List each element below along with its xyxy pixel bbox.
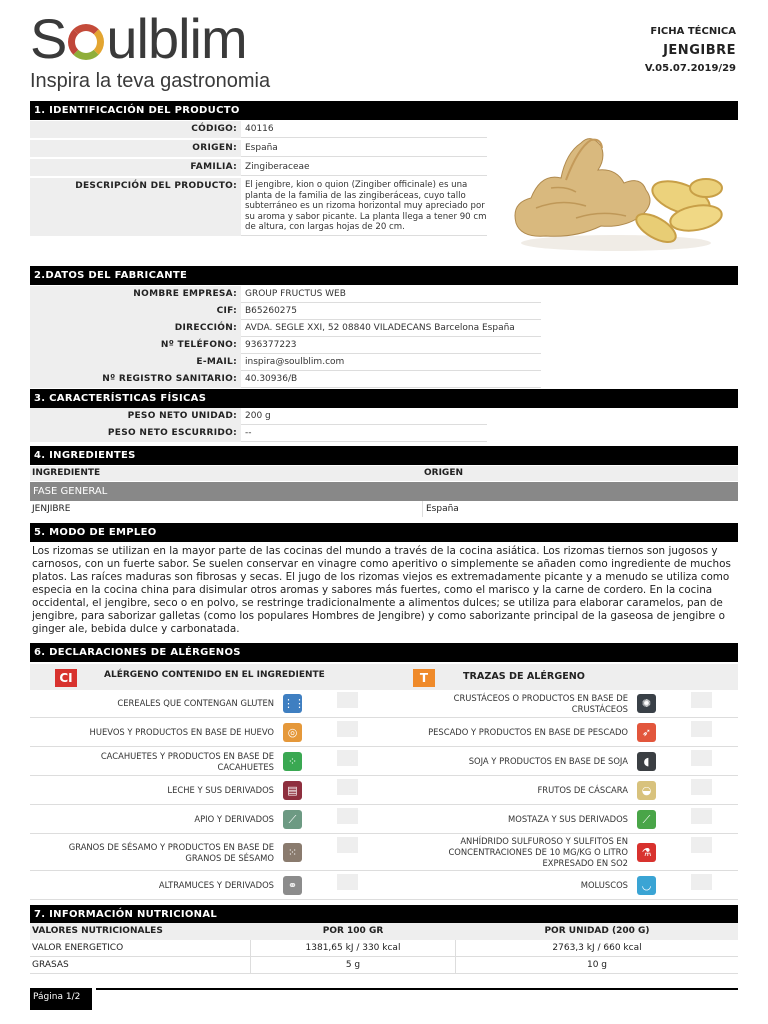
soy-icon: ◖ bbox=[637, 752, 656, 771]
document-type: FICHA TÉCNICA bbox=[650, 26, 736, 37]
allergen-label: PESCADO Y PRODUCTOS EN BASE DE PESCADO bbox=[428, 727, 628, 737]
field-label: DESCRIPCIÓN DEL PRODUCTO: bbox=[30, 178, 241, 236]
allergen-checkbox[interactable] bbox=[691, 874, 712, 890]
allergen-label: CRUSTÁCEOS O PRODUCTOS EN BASE DE CRUSTÁCEOS bbox=[453, 692, 628, 714]
table-row bbox=[30, 371, 541, 388]
field-value: inspira@soulblim.com bbox=[241, 354, 541, 371]
table-row bbox=[30, 159, 487, 176]
field-value: El jengibre, kion o quion (Zingiber officinale) es una planta de la familia de las zingiberáceas, cuyo tallo subterráneo es un rizoma horizontal muy apreciado por su aroma y sabor picante. La planta llega a tener 90 cm de altura, con largas hojas de 20 cm. bbox=[241, 178, 487, 236]
allergen-row bbox=[384, 690, 738, 718]
allergen-label: GRANOS DE SÉSAMO Y PRODUCTOS EN BASE DE GRANOS DE SÉSAMO bbox=[68, 841, 274, 863]
field-value: GROUP FRUCTUS WEB bbox=[241, 286, 541, 303]
column-header: ORIGEN bbox=[424, 468, 463, 478]
lupin-icon: ⚭ bbox=[283, 876, 302, 895]
allergen-row bbox=[384, 872, 738, 900]
document-version: V.05.07.2019/29 bbox=[644, 63, 736, 74]
table-row bbox=[30, 354, 541, 371]
milk-icon: ▤ bbox=[283, 781, 302, 800]
allergen-contained-header bbox=[30, 664, 384, 690]
section-title: 3. CARACTERÍSTICAS FÍSICAS bbox=[30, 389, 738, 408]
nutrient-per-unit: 2763,3 kJ / 660 kcal bbox=[552, 943, 642, 953]
allergen-label: MOLUSCOS bbox=[580, 880, 628, 890]
field-value: 40.30936/B bbox=[241, 371, 541, 388]
usage-text: Los rizomas se utilizan en la mayor parte de las cocinas del mundo a través de la cocina asiática. Los rizomas tiernos son jugosos y carnosos, con un fuerte sabor. Se suelen conservar en vinagre como aperitivo o simplemente se añaden como ingrediente de muchos platos. Las raíces maduras son fibrosas y secas. El jugo de los rizomas viejos es extremadamente picante y a menudo se utiliza como especia en la cocina china para disimular otros aromas y sabores más fuertes, como el marisco y la carne de cordero. En la cocina occidental, el jengibre, seco o en polvo, se restringe tradicionalmente a alimentos dulces; se utiliza para elaborar caramelos, pan de jengibre, para saborizar galletas (como los populares Hombres de Jengibre) y como saborizante principal de la gaseosa de jengibre o ginger ale, bebida dulce y carbonatada. bbox=[32, 545, 731, 635]
product-name: JENGIBRE bbox=[663, 43, 736, 58]
celery-icon: ⟋ bbox=[283, 810, 302, 829]
section-title: 4. INGREDIENTES bbox=[30, 446, 738, 465]
shell-icon: ◡ bbox=[637, 876, 656, 895]
identification-table bbox=[30, 121, 487, 236]
field-label: CIF: bbox=[30, 303, 241, 320]
table-row bbox=[30, 320, 541, 337]
table-row bbox=[30, 303, 541, 320]
allergen-traces-header bbox=[384, 664, 738, 690]
allergen-checkbox[interactable] bbox=[691, 721, 712, 737]
document-header bbox=[645, 26, 736, 74]
ingredient-origin: España bbox=[422, 501, 459, 517]
table-row bbox=[30, 425, 487, 442]
ingredients-header bbox=[30, 466, 738, 481]
nutrition-header bbox=[30, 923, 738, 940]
sulphite-icon: ⚗ bbox=[637, 843, 656, 862]
allergen-label: FRUTOS DE CÁSCARA bbox=[537, 785, 628, 795]
allergen-checkbox[interactable] bbox=[337, 808, 358, 824]
manufacturer-table bbox=[30, 286, 541, 388]
ginger-image bbox=[506, 128, 726, 253]
wheat-icon: ⋮⋮ bbox=[283, 694, 302, 713]
section-title: 2.DATOS DEL FABRICANTE bbox=[30, 266, 738, 285]
field-label: PESO NETO UNIDAD: bbox=[30, 408, 241, 425]
allergen-checkbox[interactable] bbox=[691, 692, 712, 708]
allergen-label: ALTRAMUCES Y DERIVADOS bbox=[158, 880, 274, 890]
field-value: España bbox=[241, 140, 487, 157]
allergen-row bbox=[30, 719, 384, 747]
brand-name: S ulblim bbox=[30, 7, 247, 70]
sesame-icon: ⁙ bbox=[283, 843, 302, 862]
field-value: B65260275 bbox=[241, 303, 541, 320]
table-row bbox=[30, 178, 487, 236]
section-title: 7. INFORMACIÓN NUTRICIONAL bbox=[30, 905, 738, 924]
allergen-checkbox[interactable] bbox=[691, 837, 712, 853]
allergen-checkbox[interactable] bbox=[691, 750, 712, 766]
allergen-label: CACAHUETES Y PRODUCTOS EN BASE DE CACAHUETES bbox=[100, 750, 274, 772]
allergen-label: ANHÍDRIDO SULFUROSO Y SULFITOS EN CONCENTRACIONES DE 10 MG/KG O LITRO EXPRESADO EN SO2 bbox=[448, 836, 628, 868]
column-header: VALORES NUTRICIONALES bbox=[32, 926, 163, 936]
section-title: 6. DECLARACIONES DE ALÉRGENOS bbox=[30, 643, 738, 662]
nutrient-per-unit: 10 g bbox=[586, 960, 608, 970]
soulblim-logo bbox=[30, 8, 292, 93]
table-row bbox=[30, 501, 738, 517]
field-label: E-MAIL: bbox=[30, 354, 241, 371]
table-row bbox=[30, 337, 541, 354]
crab-icon: ✺ bbox=[637, 694, 656, 713]
brand-tagline: Inspira la teva gastronomia bbox=[30, 70, 271, 92]
contained-badge: CI bbox=[55, 669, 77, 687]
egg-icon: ◎ bbox=[283, 723, 302, 742]
allergen-checkbox[interactable] bbox=[691, 808, 712, 824]
allergen-label: CEREALES QUE CONTENGAN GLUTEN bbox=[117, 698, 274, 708]
table-row bbox=[30, 408, 487, 425]
field-value: AVDA. SEGLE XXI, 52 08840 VILADECANS Barcelona España bbox=[241, 320, 541, 337]
allergen-checkbox[interactable] bbox=[337, 721, 358, 737]
brand-o-ring-icon bbox=[68, 24, 104, 60]
allergen-label: MOSTAZA Y SUS DERIVADOS bbox=[508, 814, 628, 824]
allergen-label: SOJA Y PRODUCTOS EN BASE DE SOJA bbox=[468, 756, 628, 766]
nutrient-per-100g: 5 g bbox=[250, 957, 456, 973]
field-label: Nº REGISTRO SANITARIO: bbox=[30, 371, 241, 388]
physical-table bbox=[30, 408, 487, 442]
allergen-row bbox=[30, 872, 384, 900]
column-header: INGREDIENTE bbox=[32, 468, 101, 478]
allergen-row bbox=[384, 748, 738, 776]
field-value: 40116 bbox=[241, 121, 487, 138]
allergen-label: APIO Y DERIVADOS bbox=[194, 814, 274, 824]
page-label: Página bbox=[33, 992, 63, 1002]
field-label: Nº TELÉFONO: bbox=[30, 337, 241, 354]
allergen-row bbox=[30, 777, 384, 805]
field-label: ORIGEN: bbox=[30, 140, 241, 157]
field-value: Zingiberaceae bbox=[241, 159, 487, 176]
contained-heading: ALÉRGENO CONTENIDO EN EL INGREDIENTE bbox=[104, 670, 325, 680]
column-header: POR UNIDAD (200 G) bbox=[544, 926, 650, 936]
allergen-checkbox[interactable] bbox=[337, 692, 358, 708]
allergen-row bbox=[30, 690, 384, 718]
column-header: POR 100 GR bbox=[322, 926, 384, 936]
nutrient-name: GRASAS bbox=[32, 960, 69, 970]
section-title: 1. IDENTIFICACIÓN DEL PRODUCTO bbox=[30, 101, 738, 120]
allergen-label: HUEVOS Y PRODUCTOS EN BASE DE HUEVO bbox=[89, 727, 274, 737]
table-row bbox=[30, 121, 487, 138]
allergen-checkbox[interactable] bbox=[337, 779, 358, 795]
allergen-row bbox=[384, 835, 738, 871]
field-value: 200 g bbox=[241, 408, 487, 425]
allergen-checkbox[interactable] bbox=[337, 837, 358, 853]
traces-heading: TRAZAS DE ALÉRGENO bbox=[463, 671, 585, 682]
allergen-checkbox[interactable] bbox=[337, 750, 358, 766]
nutrient-per-100g: 1381,65 kJ / 330 kcal bbox=[250, 940, 456, 956]
traces-badge: T bbox=[413, 669, 435, 687]
allergen-row bbox=[384, 719, 738, 747]
fish-icon: ➶ bbox=[637, 723, 656, 742]
nutrient-name: VALOR ENERGETICO bbox=[32, 943, 124, 953]
field-label: CÓDIGO: bbox=[30, 121, 241, 138]
nut-icon: ◒ bbox=[637, 781, 656, 800]
allergen-row bbox=[384, 777, 738, 805]
ingredient-name: JENJIBRE bbox=[32, 504, 71, 514]
footer-rule bbox=[96, 988, 738, 990]
section-title: 5. MODO DE EMPLEO bbox=[30, 523, 738, 542]
phase-row: FASE GENERAL bbox=[30, 482, 738, 501]
page-footer bbox=[30, 988, 92, 1010]
table-row bbox=[30, 286, 541, 303]
allergen-checkbox[interactable] bbox=[337, 874, 358, 890]
table-row bbox=[30, 957, 738, 974]
field-value: -- bbox=[241, 425, 487, 442]
field-label: NOMBRE EMPRESA: bbox=[30, 286, 241, 303]
field-label: FAMILIA: bbox=[30, 159, 241, 176]
field-value: 936377223 bbox=[241, 337, 541, 354]
allergen-row bbox=[384, 806, 738, 834]
allergen-row bbox=[30, 748, 384, 776]
table-row bbox=[30, 940, 738, 957]
allergen-row bbox=[30, 835, 384, 871]
field-label: DIRECCIÓN: bbox=[30, 320, 241, 337]
table-row bbox=[30, 140, 487, 157]
allergen-row bbox=[30, 806, 384, 834]
allergen-label: LECHE Y SUS DERIVADOS bbox=[167, 785, 274, 795]
allergen-checkbox[interactable] bbox=[691, 779, 712, 795]
page-number: 1/2 bbox=[65, 992, 81, 1002]
mustard-icon: ⟋ bbox=[637, 810, 656, 829]
field-label: PESO NETO ESCURRIDO: bbox=[30, 425, 241, 442]
peanut-icon: ⁘ bbox=[283, 752, 302, 771]
